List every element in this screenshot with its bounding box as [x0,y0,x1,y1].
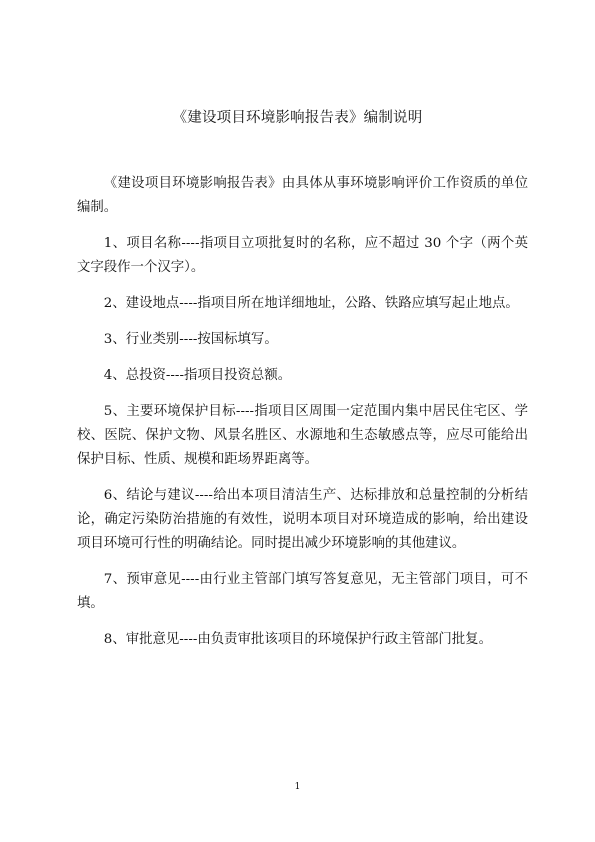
intro-paragraph: 《建设项目环境影响报告表》由具体从事环境影响评价工作资质的单位编制。 [77,176,528,215]
item-construction-site: 2、建设地点----指项目所在地详细地址，公路、铁路应填写起止地点。 [103,296,519,311]
document-title: 《建设项目环境影响报告表》编制说明 [172,110,423,126]
item-conclusions: 6、结论与建议----给出本项目清洁生产、达标排放和总量控制的分析结论，确定污染防治措施的有效性，说明本项目对环境造成的影响，给出建设项目环境可行性的明确结论。同时提出减少环境影响的其他建议。 [77,488,528,551]
item-preliminary-review: 7、预审意见----由行业主管部门填写答复意见，无主管部门项目，可不填。 [77,572,528,611]
item-approval-opinion: 8、审批意见----由负责审批该项目的环境保护行政主管部门批复。 [103,632,492,647]
item-industry-category: 3、行业类别----按国标填写。 [103,332,278,347]
page-number: 1 [294,782,301,792]
document-body [77,172,528,664]
item-total-investment: 4、总投资----指项目投资总额。 [103,368,292,383]
item-protection-targets: 5、主要环境保护目标----指项目区周围一定范围内集中居民住宅区、学校、医院、保护文物、风景名胜区、水源地和生态敏感点等，应尽可能给出保护目标、性质、规模和距场界距离等。 [77,404,528,467]
item-project-name: 1、项目名称----指项目立项批复时的名称，应不超过 30 个字（两个英文字段作一个汉字）。 [77,236,528,275]
